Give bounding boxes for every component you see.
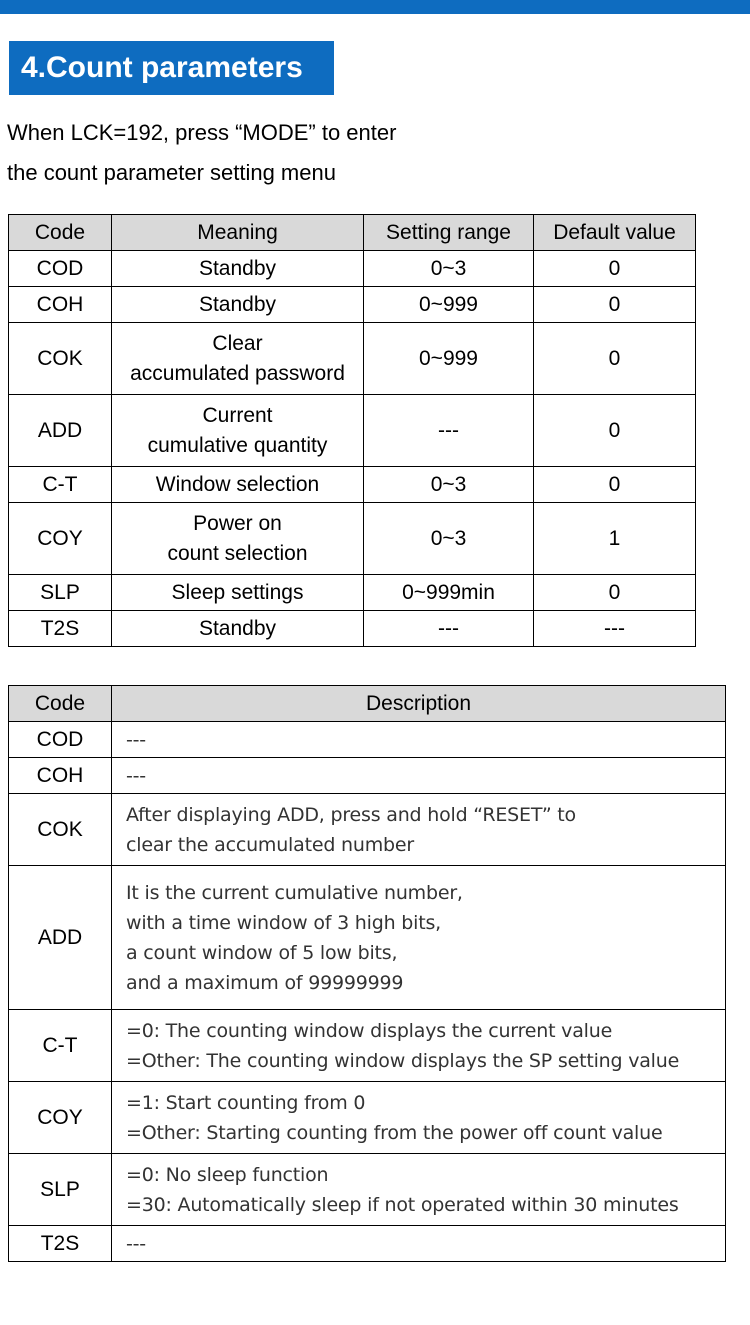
table-header-row bbox=[9, 215, 696, 251]
code-cell: C-T bbox=[9, 467, 112, 503]
code-cell: ADD bbox=[9, 866, 112, 1010]
code-cell: COD bbox=[9, 722, 112, 758]
meaning-cell bbox=[112, 395, 364, 467]
description-cell bbox=[112, 1082, 726, 1154]
table-row bbox=[9, 1154, 726, 1226]
description-cell bbox=[112, 1010, 726, 1082]
description-line: --- bbox=[126, 1232, 146, 1255]
description-cell bbox=[112, 794, 726, 866]
header-meaning: Meaning bbox=[112, 215, 364, 251]
meaning-line: Sleep settings bbox=[171, 580, 304, 604]
meaning-line: Clear bbox=[212, 331, 263, 355]
description-line: =Other: The counting window displays the SP setting value bbox=[126, 1049, 680, 1072]
header-code: Code bbox=[9, 686, 112, 722]
header-code: Code bbox=[9, 215, 112, 251]
meaning-cell bbox=[112, 323, 364, 395]
intro-line-1: When LCK=192, press “MODE” to enter bbox=[7, 120, 397, 145]
meaning-cell bbox=[112, 503, 364, 575]
code-cell: C-T bbox=[9, 1010, 112, 1082]
code-cell: SLP bbox=[9, 1154, 112, 1226]
description-line: with a time window of 3 high bits, bbox=[126, 911, 441, 934]
parameters-table bbox=[8, 214, 696, 647]
meaning-cell bbox=[112, 251, 364, 287]
meaning-line: Power on bbox=[193, 511, 282, 535]
table-row bbox=[9, 323, 696, 395]
setting-range-cell: --- bbox=[364, 611, 534, 647]
table-row bbox=[9, 1082, 726, 1154]
section-heading bbox=[9, 41, 334, 95]
meaning-line: Standby bbox=[198, 292, 277, 316]
header-default-value: Default value bbox=[534, 215, 696, 251]
table-row bbox=[9, 794, 726, 866]
meaning-line: Current bbox=[202, 403, 273, 427]
intro-text bbox=[7, 113, 396, 193]
meaning-cell bbox=[112, 287, 364, 323]
description-cell bbox=[112, 1154, 726, 1226]
top-accent-bar bbox=[0, 0, 750, 14]
setting-range-cell: 0~999min bbox=[364, 575, 534, 611]
description-line: --- bbox=[126, 728, 146, 751]
description-line: =30: Automatically sleep if not operated within 30 minutes bbox=[126, 1193, 679, 1216]
setting-range-cell: 0~999 bbox=[364, 287, 534, 323]
header-description: Description bbox=[112, 686, 726, 722]
table-row bbox=[9, 722, 726, 758]
default-value-cell: 0 bbox=[534, 395, 696, 467]
code-cell: T2S bbox=[9, 1226, 112, 1262]
table-row bbox=[9, 287, 696, 323]
intro-line-2: the count parameter setting menu bbox=[7, 160, 336, 185]
code-cell: COK bbox=[9, 323, 112, 395]
description-line: =0: No sleep function bbox=[126, 1163, 329, 1186]
default-value-cell: 0 bbox=[534, 251, 696, 287]
code-cell: T2S bbox=[9, 611, 112, 647]
code-cell: ADD bbox=[9, 395, 112, 467]
table-row bbox=[9, 467, 696, 503]
table-header-row bbox=[9, 686, 726, 722]
meaning-line: Window selection bbox=[155, 472, 320, 496]
description-line: It is the current cumulative number, bbox=[126, 881, 463, 904]
description-line: and a maximum of 99999999 bbox=[126, 971, 404, 994]
code-cell: SLP bbox=[9, 575, 112, 611]
meaning-line: Standby bbox=[198, 616, 277, 640]
description-line: After displaying ADD, press and hold “RESET” to bbox=[126, 803, 576, 826]
meaning-line: accumulated password bbox=[130, 361, 345, 385]
table-row bbox=[9, 395, 696, 467]
header-setting-range: Setting range bbox=[364, 215, 534, 251]
default-value-cell: 0 bbox=[534, 323, 696, 395]
meaning-line: count selection bbox=[167, 541, 308, 565]
description-cell bbox=[112, 866, 726, 1010]
section-title: 4.Count parameters bbox=[21, 51, 303, 84]
description-line: =1: Start counting from 0 bbox=[126, 1091, 366, 1114]
table-row bbox=[9, 758, 726, 794]
table-row bbox=[9, 611, 696, 647]
code-cell: COY bbox=[9, 1082, 112, 1154]
code-cell: COH bbox=[9, 758, 112, 794]
setting-range-cell: 0~3 bbox=[364, 467, 534, 503]
description-cell bbox=[112, 1226, 726, 1262]
table-row bbox=[9, 1010, 726, 1082]
default-value-cell: 0 bbox=[534, 287, 696, 323]
description-line: =0: The counting window displays the current value bbox=[126, 1019, 613, 1042]
table-row bbox=[9, 251, 696, 287]
description-line: =Other: Starting counting from the power off count value bbox=[126, 1121, 663, 1144]
setting-range-cell: 0~999 bbox=[364, 323, 534, 395]
description-line: a count window of 5 low bits, bbox=[126, 941, 398, 964]
table-row bbox=[9, 575, 696, 611]
code-cell: COD bbox=[9, 251, 112, 287]
table-row bbox=[9, 1226, 726, 1262]
default-value-cell: 1 bbox=[534, 503, 696, 575]
description-cell bbox=[112, 722, 726, 758]
table-row bbox=[9, 866, 726, 1010]
meaning-line: cumulative quantity bbox=[147, 433, 328, 457]
code-cell: COH bbox=[9, 287, 112, 323]
description-line: clear the accumulated number bbox=[126, 833, 414, 856]
description-line: --- bbox=[126, 764, 146, 787]
meaning-line: Standby bbox=[198, 256, 277, 280]
setting-range-cell: 0~3 bbox=[364, 251, 534, 287]
meaning-cell bbox=[112, 467, 364, 503]
setting-range-cell: --- bbox=[364, 395, 534, 467]
setting-range-cell: 0~3 bbox=[364, 503, 534, 575]
table-row bbox=[9, 503, 696, 575]
default-value-cell: --- bbox=[534, 611, 696, 647]
meaning-cell bbox=[112, 611, 364, 647]
default-value-cell: 0 bbox=[534, 575, 696, 611]
description-table bbox=[8, 685, 726, 1262]
code-cell: COY bbox=[9, 503, 112, 575]
default-value-cell: 0 bbox=[534, 467, 696, 503]
meaning-cell bbox=[112, 575, 364, 611]
description-cell bbox=[112, 758, 726, 794]
code-cell: COK bbox=[9, 794, 112, 866]
